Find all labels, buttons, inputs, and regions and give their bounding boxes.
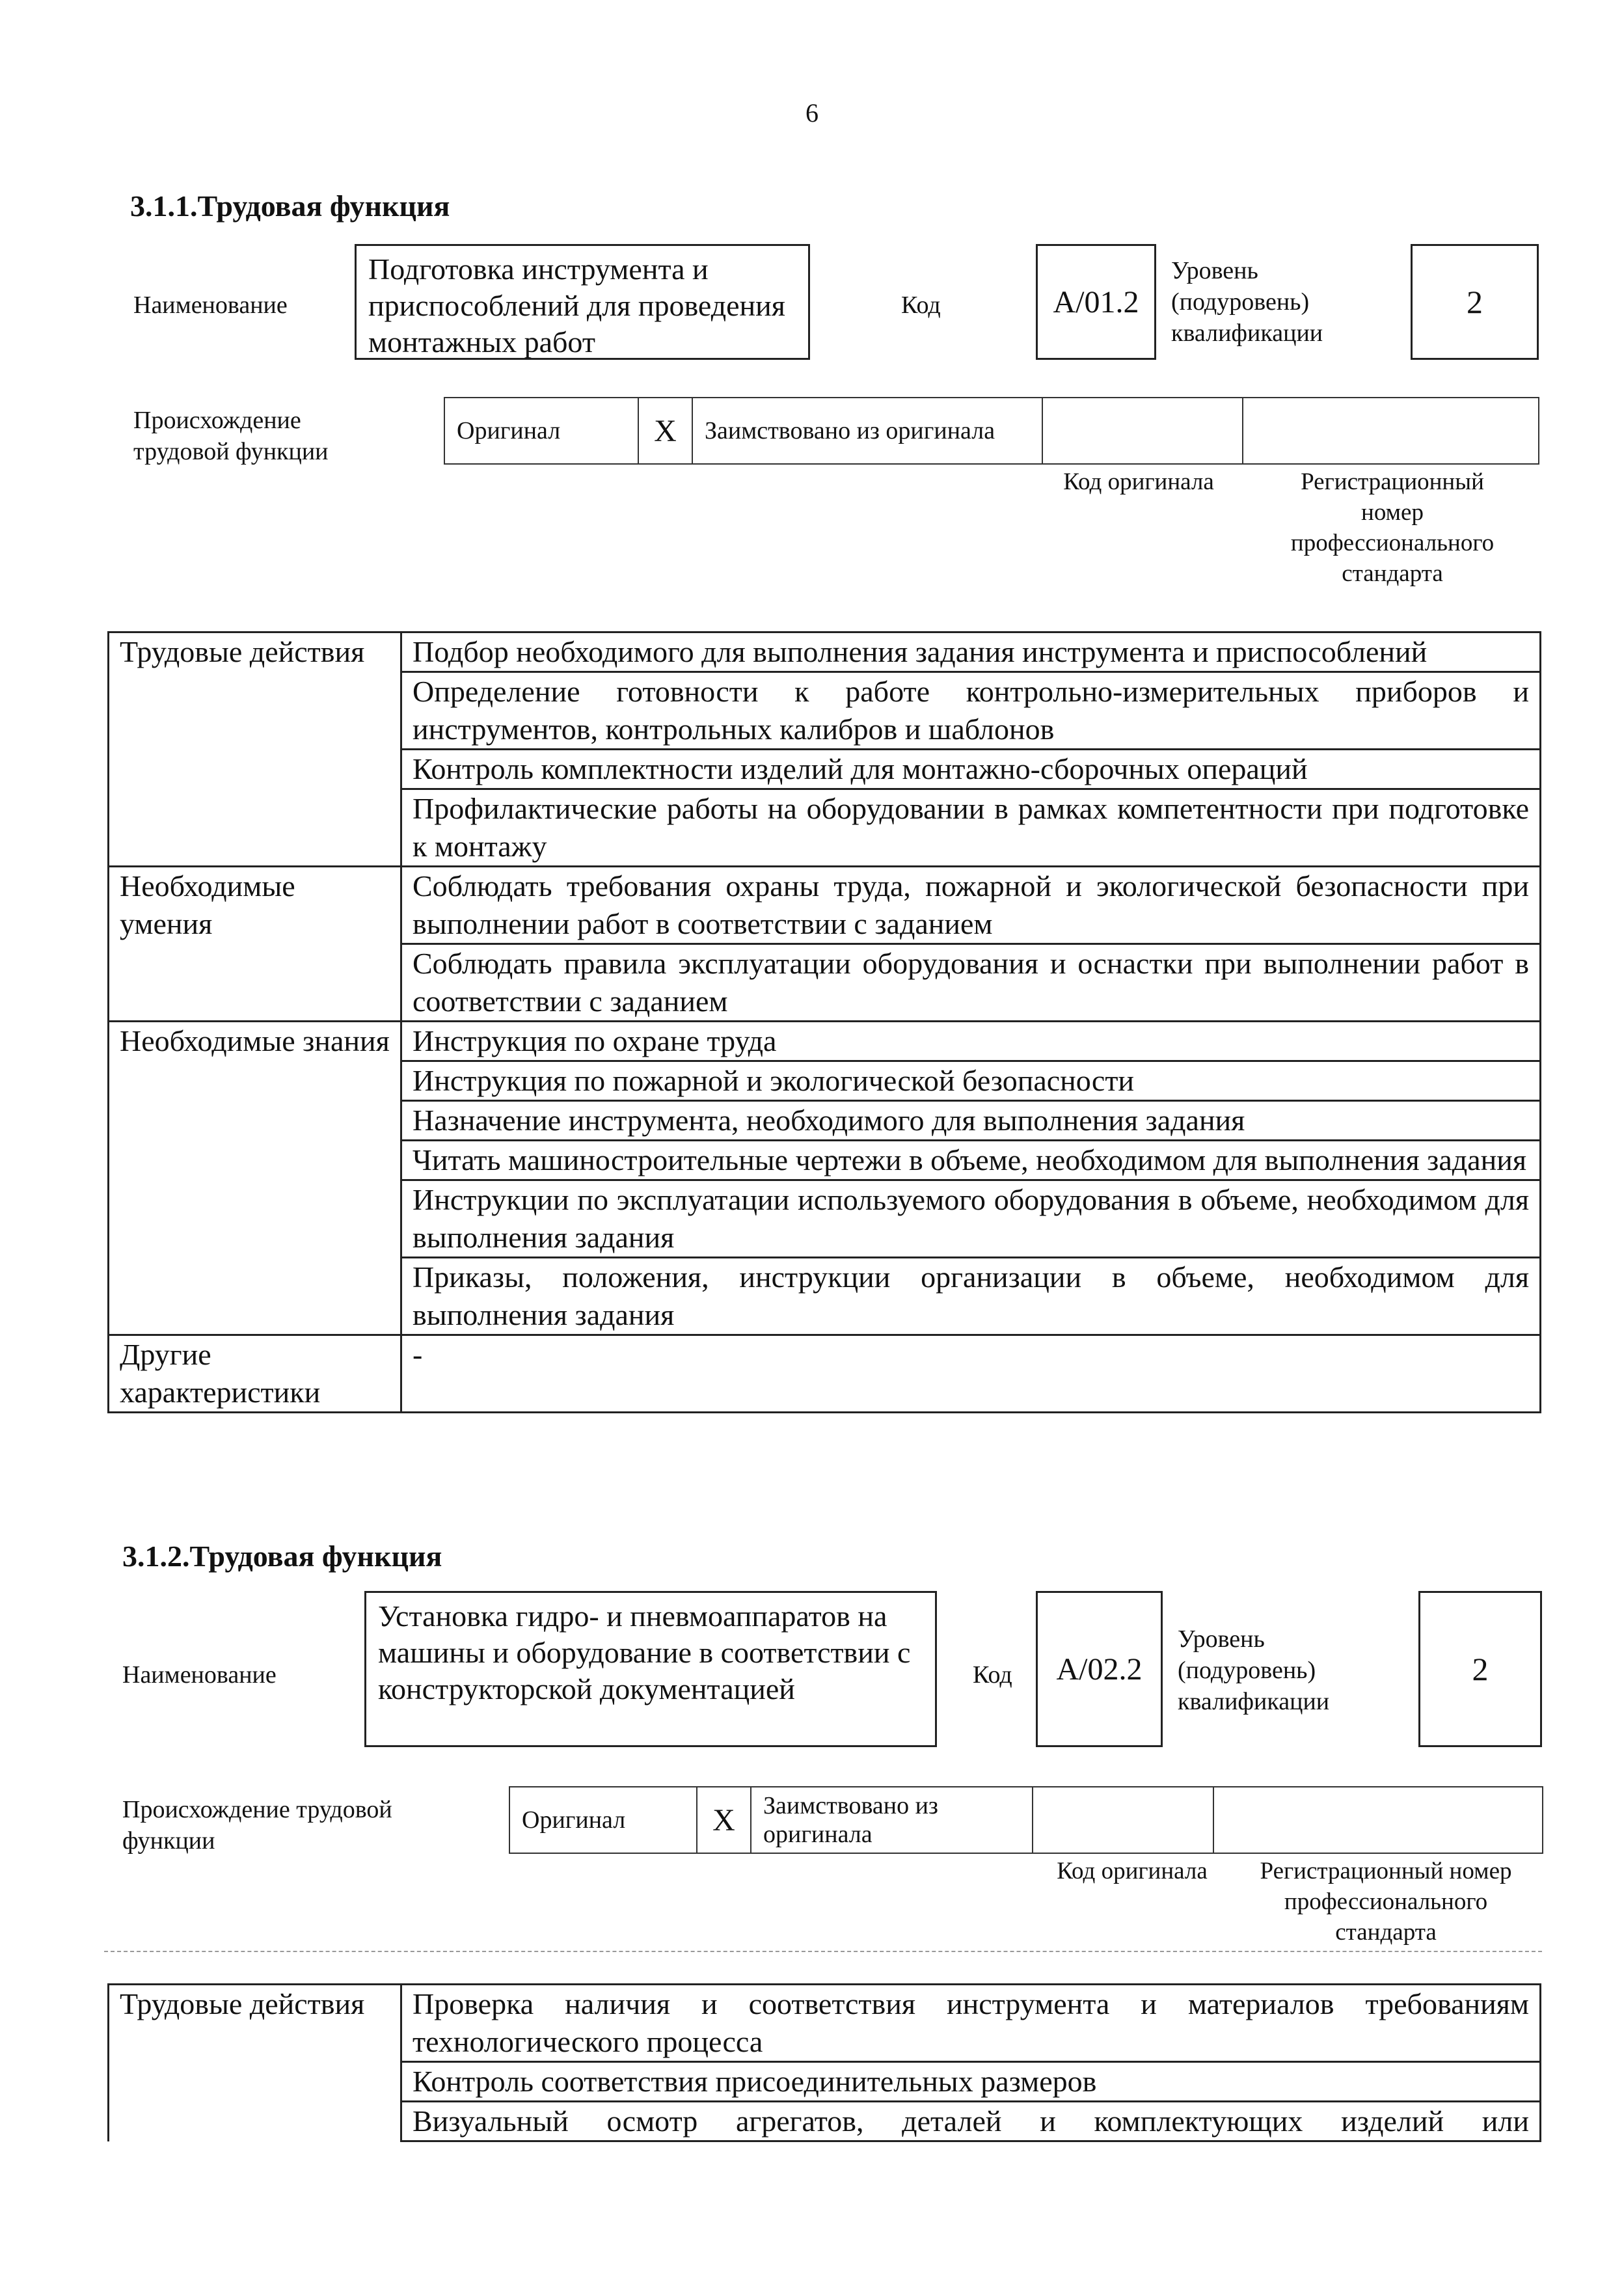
- knowledge-item: Назначение инструмента, необходимого для выполнения задания: [401, 1101, 1541, 1141]
- code-label: Код: [901, 292, 941, 319]
- origin-code-cell: [1033, 1787, 1213, 1853]
- action-item: Подбор необходимого для выполнения задания инструмента и приспособлений: [401, 632, 1541, 672]
- code-value-box: А/02.2: [1036, 1591, 1163, 1747]
- name-value-box: Установка гидро- и пневмоаппаратов на машины и оборудование в соответствии с конструкторской документацией: [364, 1591, 937, 1747]
- origin-borrowed: Заимствовано из оригинала: [751, 1787, 1033, 1853]
- origin-label: Происхождение трудовой функции: [122, 1796, 392, 1854]
- action-item: Визуальный осмотр агрегатов, деталей и комплектующих изделий или: [401, 2102, 1541, 2141]
- row-head-other: Другие характеристики: [109, 1335, 401, 1413]
- level-value-box: 2: [1411, 244, 1539, 360]
- knowledge-item: Инструкция по охране труда: [401, 1022, 1541, 1061]
- caption-reg: Регистрационный номер профессионального стандарта: [1260, 1858, 1512, 1946]
- skill-item: Соблюдать правила эксплуатации оборудования и оснастки при выполнении работ в соответствии с заданием: [401, 944, 1541, 1022]
- row-head-knowledge: Необходимые знания: [109, 1022, 401, 1335]
- origin-mark: X: [697, 1787, 751, 1853]
- row-head-skills: Необходимые умения: [109, 867, 401, 1022]
- name-value-box: Подготовка инструмента и приспособлений для проведения монтажных работ: [355, 244, 810, 360]
- section-title: 3.1.1.Трудовая функция: [130, 189, 450, 223]
- function-table: [107, 631, 1541, 1413]
- level-value-box: 2: [1418, 1591, 1542, 1747]
- page-number: 6: [805, 98, 819, 128]
- other-item: -: [401, 1335, 1541, 1413]
- name-label: Наименование: [133, 292, 288, 319]
- skill-item: Соблюдать требования охраны труда, пожарной и экологической безопасности при выполнении работ в соответствии с заданием: [401, 867, 1541, 944]
- caption-code: Код оригинала: [1063, 469, 1214, 495]
- knowledge-item: Инструкция по пожарной и экологической безопасности: [401, 1061, 1541, 1101]
- row-head-actions: Трудовые действия: [109, 632, 401, 867]
- divider: [104, 1951, 1542, 1952]
- action-item: Определение готовности к работе контрольно-измерительных приборов и инструментов, контрольных калибров и шаблонов: [401, 672, 1541, 750]
- code-value-box: А/01.2: [1036, 244, 1156, 360]
- origin-mark: X: [638, 398, 692, 464]
- action-item: Профилактические работы на оборудовании в рамках компетентности при подготовке к монтажу: [401, 789, 1541, 867]
- knowledge-item: Читать машиностроительные чертежи в объеме, необходимом для выполнения задания: [401, 1141, 1541, 1180]
- section-title: 3.1.2.Трудовая функция: [122, 1540, 442, 1573]
- origin-table: [444, 397, 1539, 465]
- action-item: Контроль комплектности изделий для монтажно-сборочных операций: [401, 750, 1541, 789]
- caption-code: Код оригинала: [1057, 1858, 1208, 1884]
- action-item: Контроль соответствия присоединительных размеров: [401, 2062, 1541, 2102]
- knowledge-item: Приказы, положения, инструкции организации в объеме, необходимом для выполнения задания: [401, 1258, 1541, 1335]
- code-label: Код: [973, 1661, 1012, 1689]
- origin-original: Оригинал: [444, 398, 638, 464]
- origin-table: [509, 1786, 1543, 1854]
- row-head-actions: Трудовые действия: [109, 1985, 401, 2141]
- origin-original: Оригинал: [509, 1787, 697, 1853]
- caption-reg: Регистрационный номер профессионального стандарта: [1290, 469, 1495, 587]
- function-table: [107, 1983, 1541, 2142]
- knowledge-item: Инструкции по эксплуатации используемого оборудования в объеме, необходимом для выполнения задания: [401, 1180, 1541, 1258]
- origin-code-cell: [1042, 398, 1243, 464]
- origin-reg-cell: [1243, 398, 1539, 464]
- level-label: Уровень (подуровень) квалификации: [1178, 1625, 1330, 1715]
- action-item: Проверка наличия и соответствия инструмента и материалов требованиям технологического процесса: [401, 1985, 1541, 2062]
- origin-label: Происхождение трудовой функции: [133, 407, 329, 465]
- level-label: Уровень (подуровень) квалификации: [1171, 257, 1323, 347]
- origin-borrowed: Заимствовано из оригинала: [692, 398, 1042, 464]
- name-label: Наименование: [122, 1661, 277, 1689]
- origin-reg-cell: [1213, 1787, 1543, 1853]
